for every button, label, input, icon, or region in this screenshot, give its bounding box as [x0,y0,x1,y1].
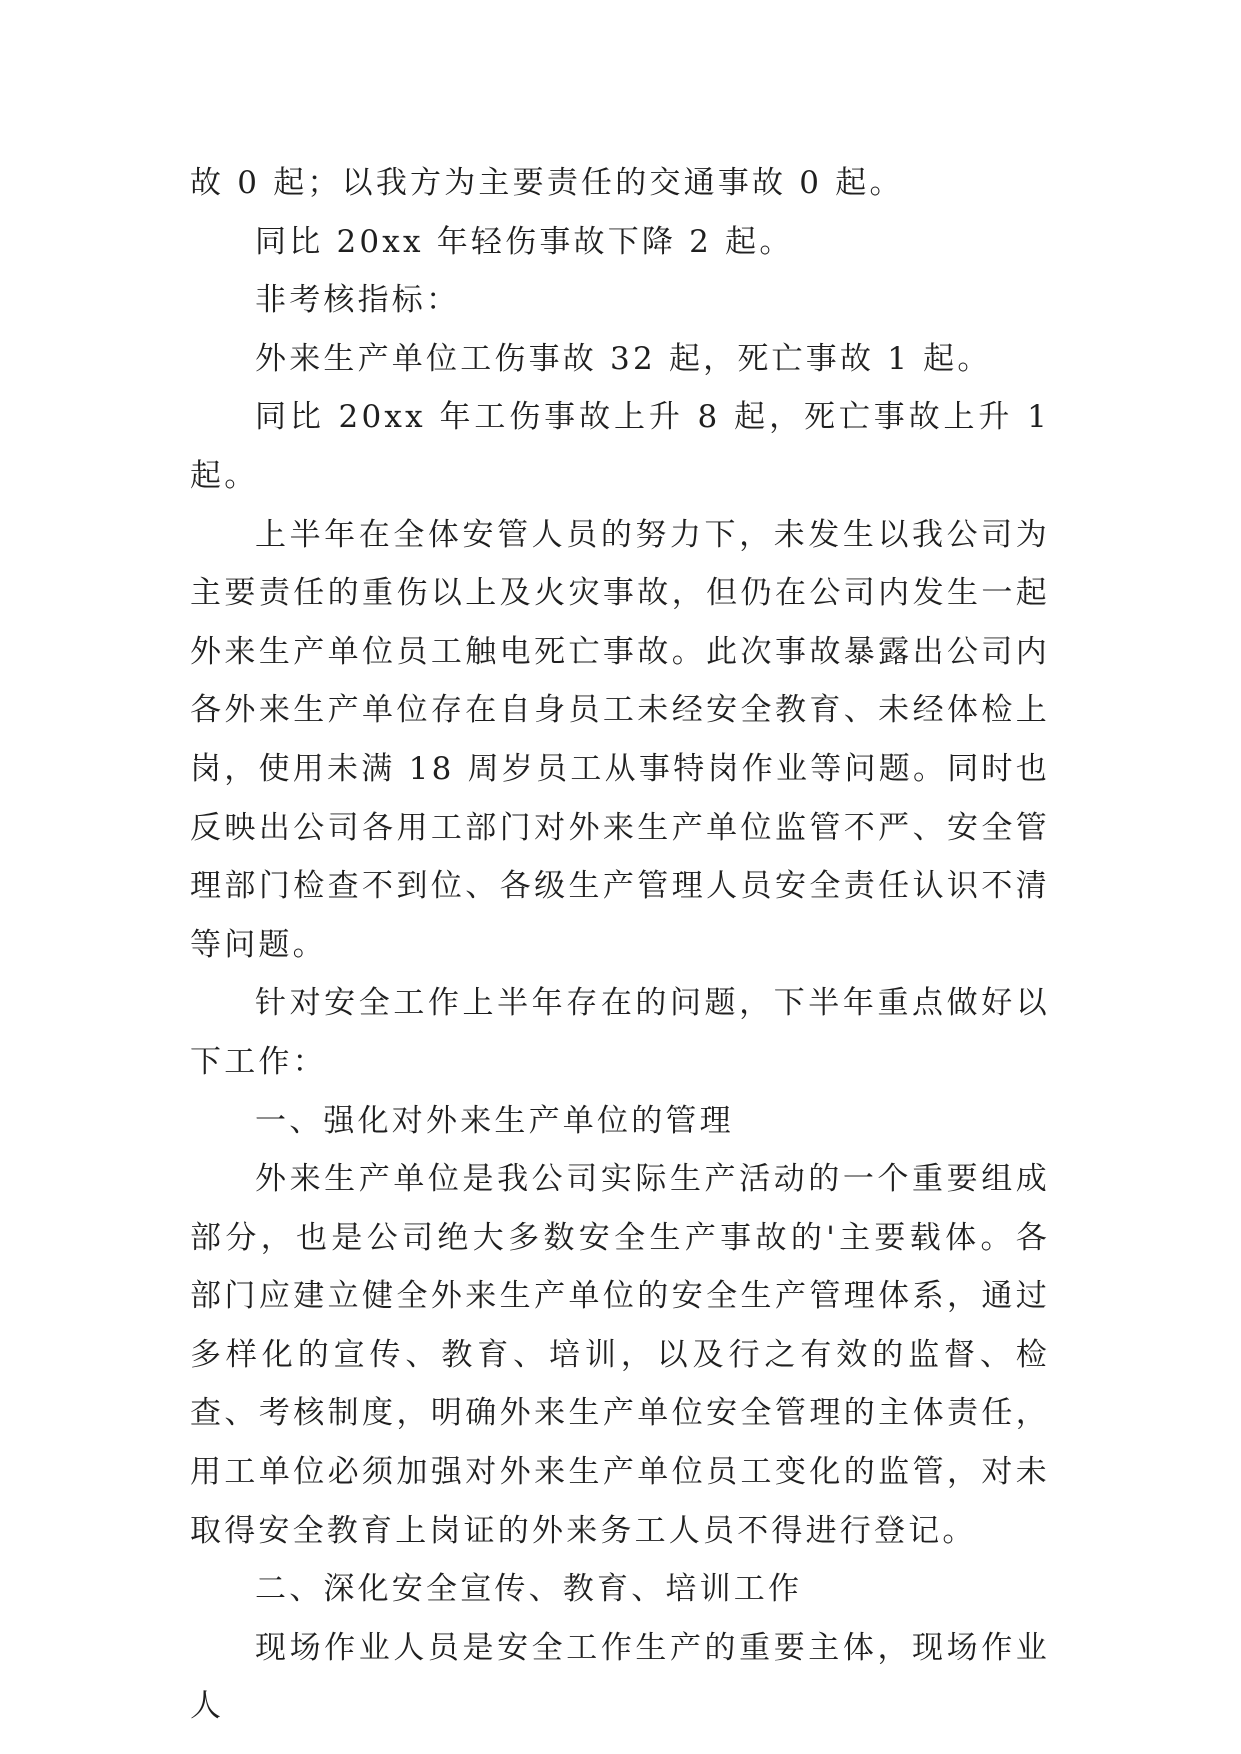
section-heading-1: 一、强化对外来生产单位的管理 [255,1102,734,1139]
paragraph-non-assessment-heading: 非考核指标： [255,282,461,319]
paragraph-external-unit-accidents: 外来生产单位工伤事故 32 起，死亡事故 1 起。 [255,340,992,377]
paragraph-first-half-summary: 上半年在全体安管人员的努力下，未发生以我公司为主要责任的重伤以上及火灾事故，但仍在公司内发生一起外来生产单位员工触电死亡事故。此次事故暴露出公司内各外来生产单位存在自身员工未经安全教育、未经体检上岗，使用未满 18 周岁员工从事特岗作业等问题。同时也反映出公司各用工部门对外来生产单位监管不严、安全管理部门检查不到位、各级生产管理人员安全责任认识不清等问题。 [190,516,1050,963]
paragraph-onsite-personnel: 现场作业人员是安全工作生产的重要主体，现场作业人 [190,1629,1050,1725]
document-body [190,154,1050,1736]
paragraph-minor-injury-comparison: 同比 20xx 年轻伤事故下降 2 起。 [255,223,794,260]
paragraph-external-unit-comparison: 同比 20xx 年工伤事故上升 8 起，死亡事故上升 1 起。 [190,399,1050,494]
section-heading-2: 二、深化安全宣传、教育、培训工作 [255,1571,803,1608]
paragraph-continuation: 故 0 起；以我方为主要责任的交通事故 0 起。 [190,165,904,201]
paragraph-second-half-intro: 针对安全工作上半年存在的问题，下半年重点做好以下工作： [190,985,1050,1080]
paragraph-external-unit-management: 外来生产单位是我公司实际生产活动的一个重要组成部分，也是公司绝大多数安全生产事故的'主要载体。各部门应建立健全外来生产单位的安全生产管理体系，通过多样化的宣传、教育、培训，以及行之有效的监督、检查、考核制度，明确外来生产单位安全管理的主体责任，用工单位必须加强对外来生产单位员工变化的监管，对未取得安全教育上岗证的外来务工人员不得进行登记。 [190,1161,1050,1549]
